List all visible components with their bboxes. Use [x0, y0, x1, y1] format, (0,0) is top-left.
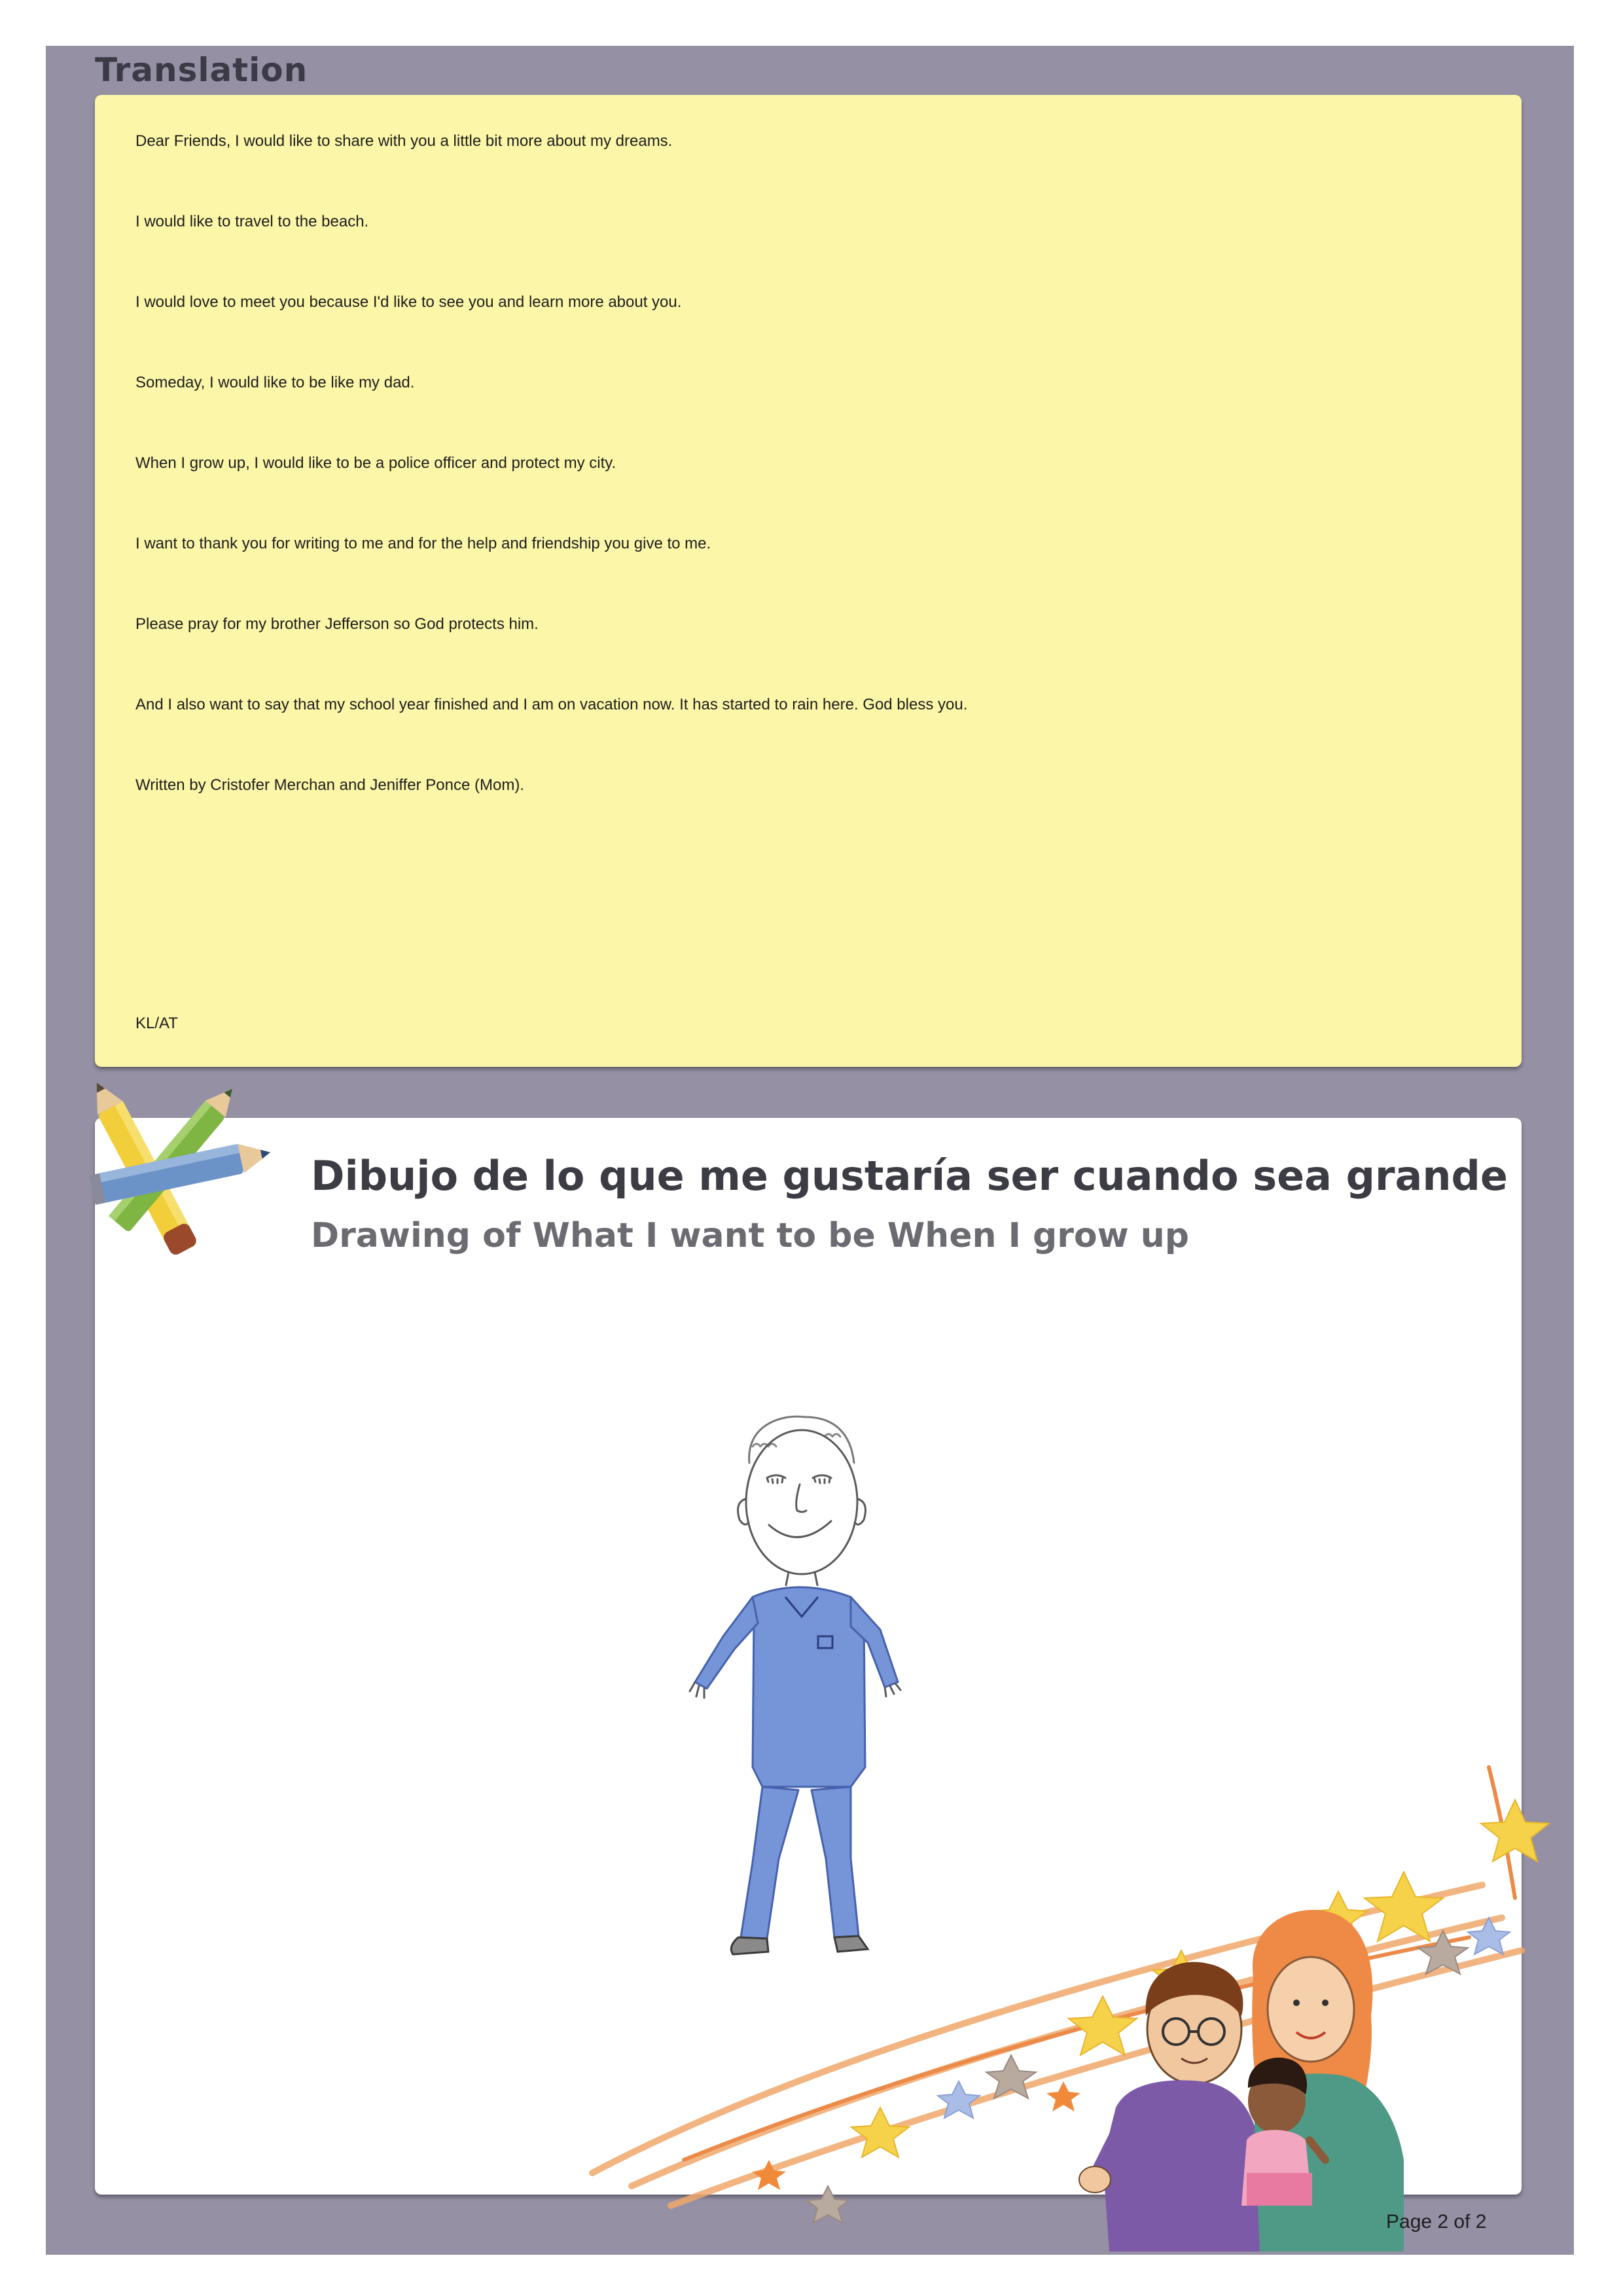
translation-line: When I grow up, I would like to be a police officer and protect my city. [135, 454, 616, 472]
drawing-title-spanish: Dibujo de lo que me gustaría ser cuando sea grande [311, 1152, 1508, 1200]
page-number: Page 2 of 2 [1386, 2211, 1487, 2233]
translation-line: I want to thank you for writing to me and for the help and friendship you give to me. [135, 535, 711, 552]
section-title: Translation [95, 51, 308, 89]
translation-line: And I also want to say that my school year finished and I am on vacation now. It has started to rain here. God bless you. [135, 696, 968, 713]
translation-line: I would love to meet you because I'd like to see you and learn more about you. [135, 293, 682, 311]
drawing-title-english: Drawing of What I want to be When I grow up [311, 1216, 1190, 1255]
translation-line: I would like to travel to the beach. [135, 213, 369, 230]
translation-line: Dear Friends, I would like to share with you a little bit more about my dreams. [135, 132, 673, 150]
translator-initials: KL/AT [135, 1014, 178, 1032]
translation-line: Someday, I would like to be like my dad. [135, 374, 415, 391]
star-swoosh-family-illustration [95, 1689, 1574, 2251]
translation-panel [95, 95, 1522, 1067]
pencils-icon [59, 1073, 281, 1270]
translation-line: Written by Cristofer Merchan and Jeniffer Ponce (Mom). [135, 776, 524, 794]
translation-line: Please pray for my brother Jefferson so God protects him. [135, 615, 539, 633]
